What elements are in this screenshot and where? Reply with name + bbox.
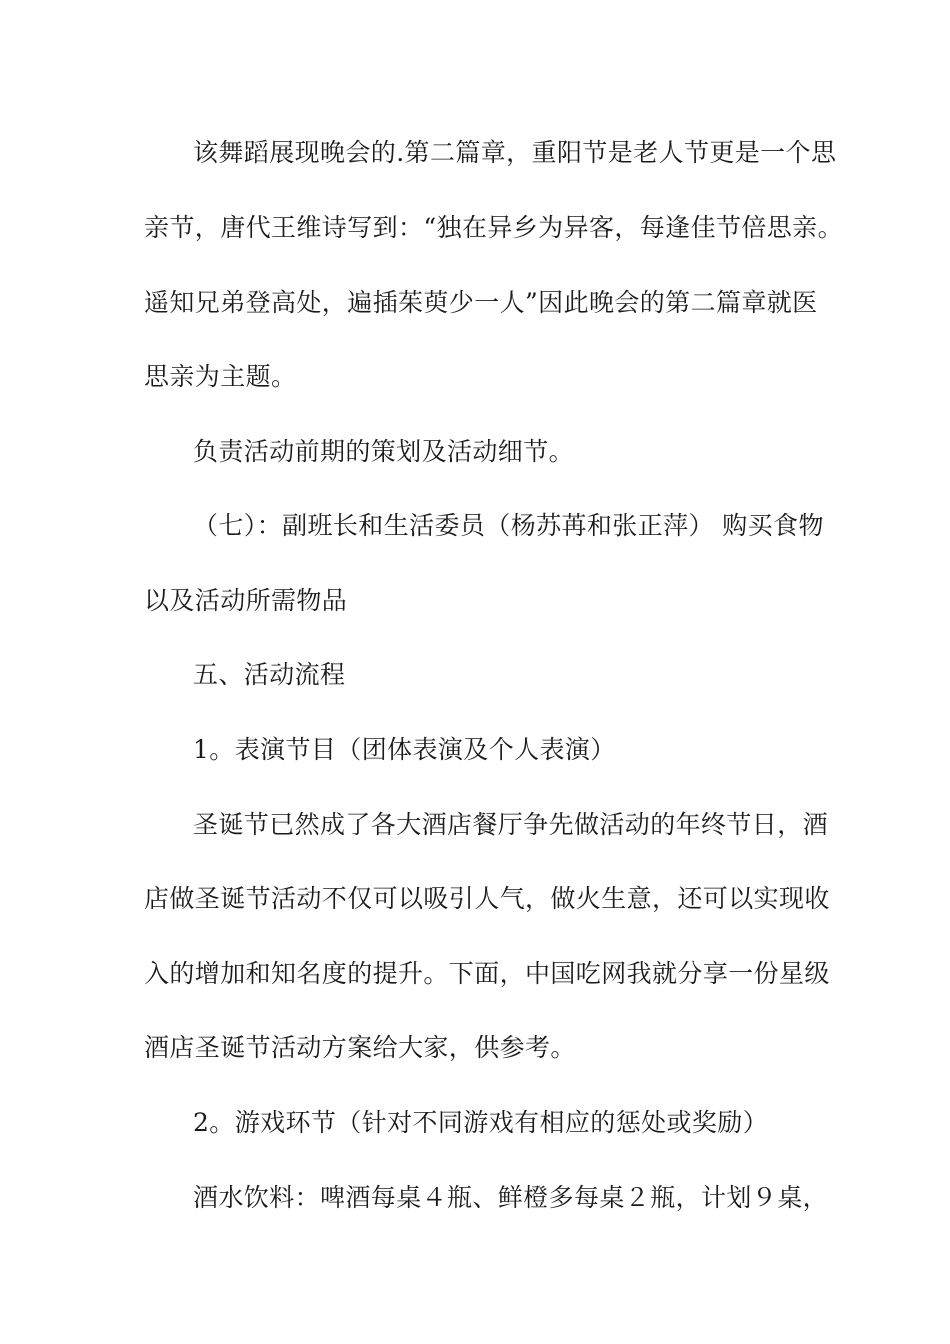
section-heading: 五、活动流程: [193, 660, 346, 689]
paragraph-line: 该舞蹈展现晚会的.第二篇章，重阳节是老人节更是一个思: [193, 138, 837, 167]
paragraph-line: （七）：副班长和生活委员（杨苏苒和张正萍） 购买食物: [193, 511, 824, 540]
paragraph-line: 入的增加和知名度的提升。下面，中国吃网我就分享一份星级: [144, 959, 830, 988]
paragraph-line: 负责活动前期的策划及活动细节。: [193, 437, 575, 466]
paragraph-line: 酒水饮料：啤酒每桌４瓶、鲜橙多每桌２瓶，计划９桌，: [193, 1183, 829, 1212]
paragraph-line: 亲节，唐代王维诗写到：“独在异乡为异客，每逢佳节倍思亲。: [144, 213, 843, 242]
paragraph-line: 以及活动所需物品: [144, 586, 348, 615]
paragraph-line: 圣诞节已然成了各大酒店餐厅争先做活动的年终节日，酒: [193, 810, 829, 839]
list-item-heading: 1。表演节目（团体表演及个人表演）: [193, 735, 616, 764]
paragraph-line: 思亲为主题。: [144, 362, 297, 391]
paragraph-line: 遥知兄弟登高处，遍插茱萸少一人”因此晚会的第二篇章就医: [144, 288, 818, 317]
list-item-heading: 2。游戏环节（针对不同游戏有相应的惩处或奖励）: [193, 1108, 769, 1137]
paragraph-line: 店做圣诞节活动不仅可以吸引人气，做火生意，还可以实现收: [144, 884, 830, 913]
paragraph-line: 酒店圣诞节活动方案给大家，供参考。: [144, 1033, 576, 1062]
